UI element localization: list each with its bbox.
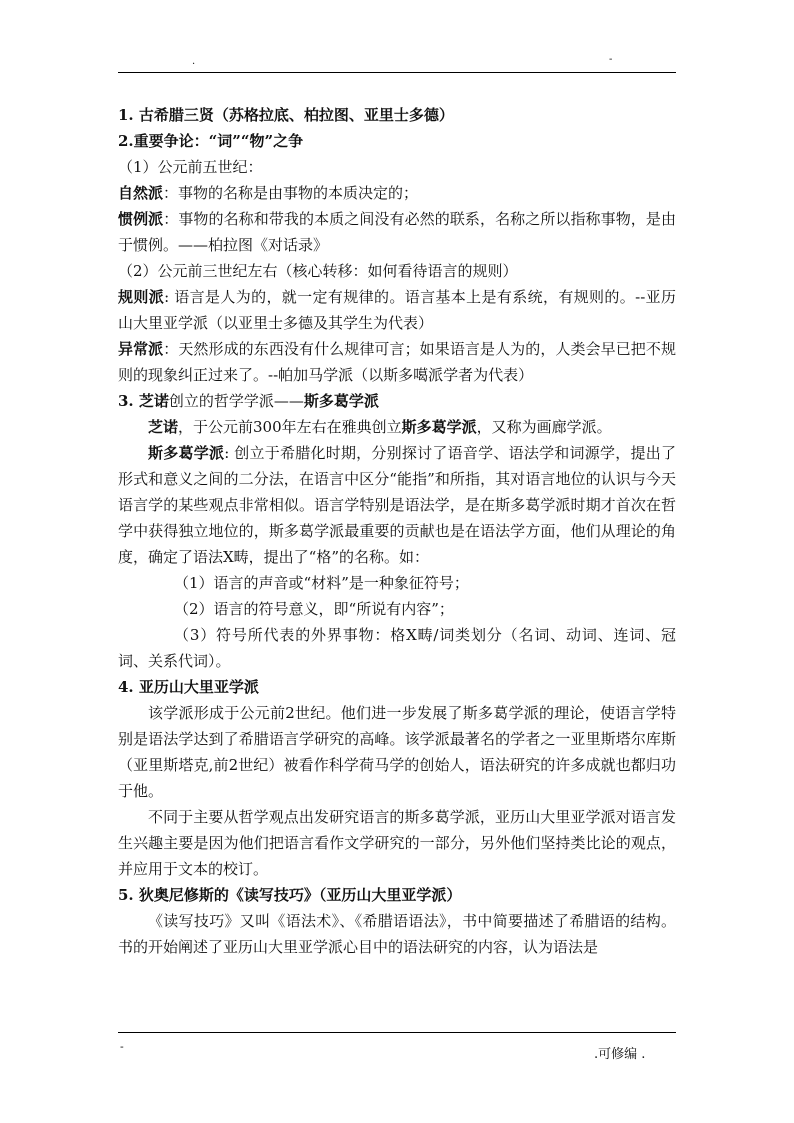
section-1-heading [118,102,676,128]
section-4-heading [118,674,676,700]
stoic-list-item-2: （2）语言的符号意义，即“所说有内容”； [174,600,454,618]
natural-school-paragraph [118,180,676,206]
zeno-school-term: 斯多葛学派 [401,418,477,436]
section-3-title-number: 3. 芝诺 [118,392,169,410]
footer-mark-left: - [120,1040,124,1053]
zeno-paragraph [118,414,676,440]
section-4-paragraph-1: 该学派形成于公元前2世纪。他们进一步发展了斯多葛学派的理论，使语言学特别是语法学达到了希腊语言学研究的高峰。该学派最著名的学者之一亚里斯塔尔库斯（亚里斯塔克,前2世纪）被看作科学荷马学的创始人，语法研究的许多成就也都归功于他。 [118,704,676,800]
header-rule [118,72,676,73]
stoic-list-item-1: （1）语言的声音或“材料”是一种象征符号； [174,574,469,592]
section-3-title-middle: 创立的哲学学派—— [168,392,304,410]
natural-school-text: ：事物的名称是由事物的本质决定的； [163,184,419,202]
section-2-period-1: （1）公元前五世纪： [118,158,263,176]
zeno-text-a: ，于公元前300年左右在雅典创立 [178,418,402,436]
footer-rule [118,1032,676,1033]
section-4-title: 4. 亚历山大里亚学派 [118,678,259,696]
custom-school-text: ：事物的名称和带我的本质之间没有必然的联系，名称之所以指称事物，是由于惯例。——柏拉图《对话录》 [118,210,676,254]
document-body [118,102,676,960]
anomaly-school-paragraph [118,336,676,388]
anomaly-school-text: ：天然形成的东西没有什么规律可言；如果语言是人为的，人类会早已把不规则的现象纠正过来了。--帕加马学派（以斯多噶派学者为代表） [118,340,676,384]
custom-school-paragraph [118,206,676,258]
stoic-list-item-3: （3）符号所代表的外界事物：格X畴/词类划分（名词、动词、连词、冠词、关系代词）。 [118,626,676,670]
footer-edit-note: .可修编 . [594,1047,646,1062]
rule-school-text: : 语言是人为的，就一定有规律的。语言基本上是有系统，有规则的。--亚历山大里亚学派（以亚里士多德及其学生为代表） [118,288,676,332]
header-mark-right: - [609,54,613,65]
section-5-title: 5. 狄奥尼修斯的《读写技巧》（亚历山大里亚学派） [118,886,462,904]
section-2-period-2: （2）公元前三世纪左右（核心转移：如何看待语言的规则） [118,262,518,280]
stoic-text: : 创立于希腊化时期，分别探讨了语音学、语法学和词源学，提出了形式和意义之间的二分法，在语言中区分“能指”和所指，其对语言地位的认识与今天语言学的某些观点非常相似。语言学特别是语法学，是在斯多葛学派时期才首次在哲学中获得独立地位的，斯多葛学派最重要的贡献也是在语法学方面，他们从理论的角度，确定了语法X畴，提出了“格”的名称。如： [118,444,676,566]
stoic-term: 斯多葛学派 [148,444,225,462]
natural-school-term: 自然派 [118,184,164,202]
zeno-text-c: ，又称为画廊学派。 [476,418,612,436]
section-2-heading [118,128,676,154]
header-mark-left: . [192,56,196,67]
section-4-paragraph-2: 不同于主要从哲学观点出发研究语言的斯多葛学派，亚历山大里亚学派对语言发生兴趣主要是因为他们把语言看作文学研究的一部分，另外他们坚持类比论的观点，并应用于文本的校订。 [118,808,676,878]
section-3-title-school: 斯多葛学派 [303,392,379,410]
section-5-paragraph-1: 《读写技巧》又叫《语法术》、《希腊语语法》，书中简要描述了希腊语的结构。书的开始阐述了亚历山大里亚学派心目中的语法研究的内容，认为语法是 [118,912,676,956]
custom-school-term: 惯例派 [118,210,164,228]
rule-school-paragraph [118,284,676,336]
stoic-paragraph [118,440,676,570]
section-1-title: 1. 古希腊三贤（苏格拉底、柏拉图、亚里士多德） [118,106,454,124]
section-5-heading [118,882,676,908]
section-3-heading [118,388,676,414]
zeno-term: 芝诺 [148,418,179,436]
rule-school-term: 规则派 [118,288,165,306]
anomaly-school-term: 异常派 [118,340,164,358]
section-2-title: 2.重要争论：“词”“物”之争 [118,132,304,150]
